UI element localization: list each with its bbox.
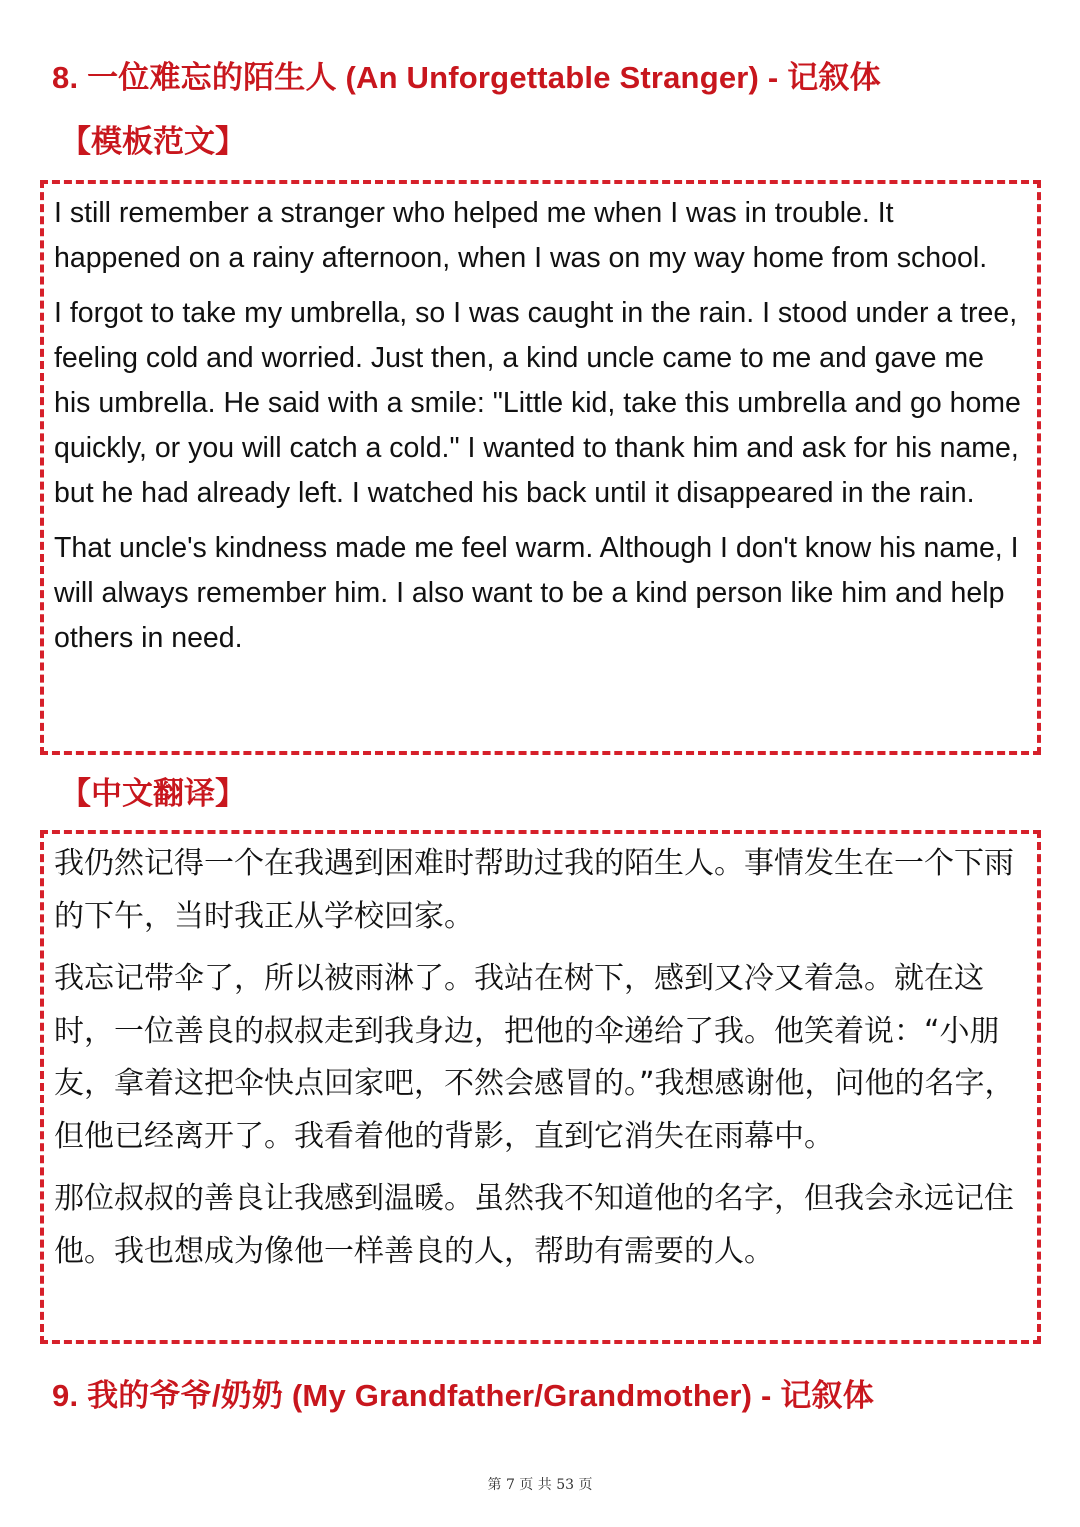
model-essay-heading: 【模板范文】: [60, 124, 246, 160]
essay-paragraph-2: I forgot to take my umbrella, so I was caught in the rain. I stood under a tree, feeling cold and worried. Just then, a kind uncle came to me and gave me his umbrella. He said with a smile: "Little kid, take this umbrella and go home quickly, or you will catch a cold." I wanted to thank him and ask for his name, but he had already left. I watched his back until it disappeared in the rain.: [54, 297, 1021, 509]
translation-paragraph-2: 我忘记带伞了，所以被雨淋了。我站在树下，感到又冷又着急。就在这时，一位善良的叔叔走到我身边，把他的伞递给了我。他笑着说：“小朋友，拿着这把伞快点回家吧，不然会感冒的。”我想感谢他，问他的名字，但他已经离开了。我看着他的背影，直到它消失在雨幕中。: [54, 961, 1015, 1154]
section-9-title: 9. 我的爷爷/奶奶 (My Grandfather/Grandmother) - 记叙体: [52, 1378, 874, 1413]
section-8-title: 8. 一位难忘的陌生人 (An Unforgettable Stranger) - 记叙体: [52, 60, 881, 95]
translation-heading: 【中文翻译】: [60, 776, 246, 812]
translation-box: [40, 830, 1041, 1344]
model-essay-box: [40, 180, 1041, 755]
essay-paragraph-3: That uncle's kindness made me feel warm. Although I don't know his name, I will always remember him. I also want to be a kind person like him and help others in need.: [54, 532, 1019, 654]
translation-paragraph-3: 那位叔叔的善良让我感到温暖。虽然我不知道他的名字，但我会永远记住他。我也想成为像他一样善良的人，帮助有需要的人。: [54, 1181, 1014, 1269]
page-number-footer: 第 7 页 共 53 页: [487, 1477, 593, 1493]
translation-paragraph-1: 我仍然记得一个在我遇到困难时帮助过我的陌生人。事情发生在一个下雨的下午，当时我正从学校回家。: [54, 846, 1014, 934]
essay-paragraph-1: I still remember a stranger who helped me when I was in trouble. It happened on a rainy afternoon, when I was on my way home from school.: [54, 197, 988, 274]
